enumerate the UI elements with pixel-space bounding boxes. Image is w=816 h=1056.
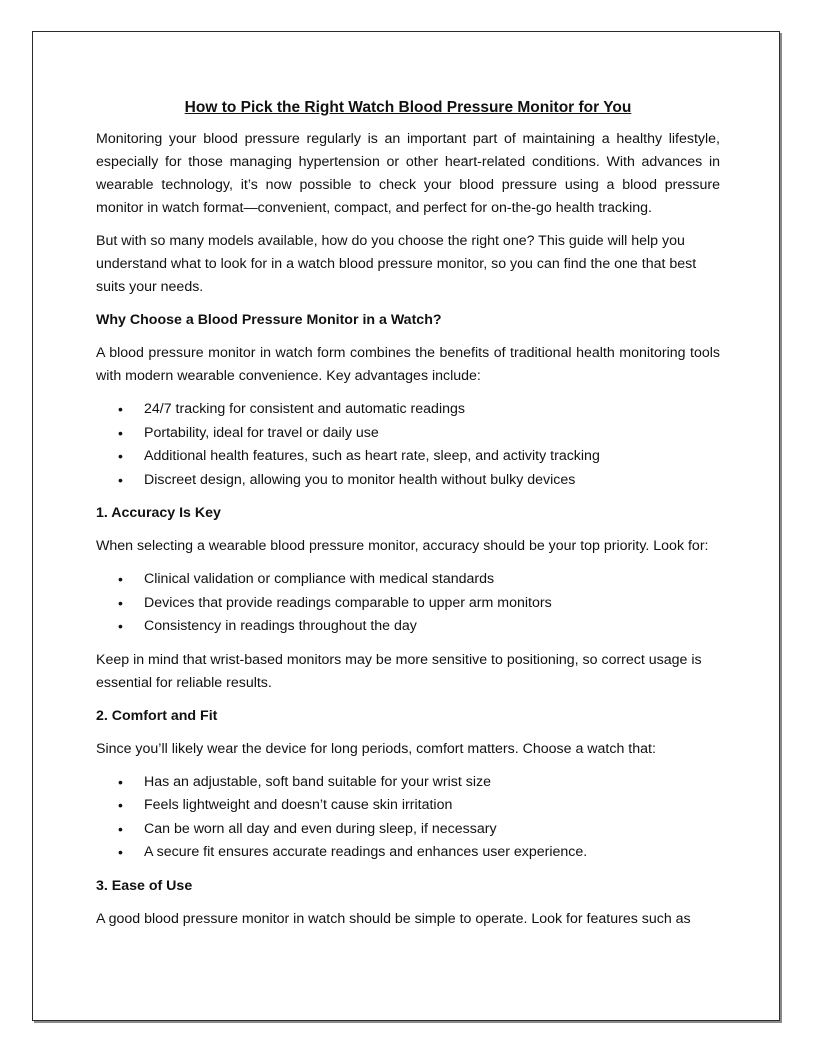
- document-body: [96, 96, 720, 941]
- ease-heading: 3. Ease of Use: [96, 877, 193, 894]
- bullet-icon: •: [118, 618, 123, 634]
- list-item: • Additional health features, such as heart rate, sleep, and activity tracking: [96, 445, 720, 469]
- accuracy-note: Keep in mind that wrist-based monitors may be more sensitive to positioning, so correct usage is essential for reliable results.: [96, 651, 702, 691]
- accuracy-paragraph: When selecting a wearable blood pressure monitor, accuracy should be your top priority. Look for:: [96, 538, 709, 554]
- bullet-icon: •: [118, 571, 123, 587]
- bullet-icon: •: [118, 471, 123, 488]
- list-item: • Clinical validation or compliance with medical standards: [96, 568, 720, 592]
- comfort-paragraph: Since you’ll likely wear the device for long periods, comfort matters. Choose a watch that:: [96, 740, 656, 757]
- bullet-icon: •: [118, 448, 123, 464]
- list-item: • Devices that provide readings comparable to upper arm monitors: [96, 592, 720, 616]
- intro-paragraph-1: Monitoring your blood pressure regularly is an important part of maintaining a healthy lifestyle, especially for those managing hypertension or other heart-related conditions. With advances in wearable technology, it’s now possible to check your blood pressure using a blood pressure monitor in watch format—convenient, compact, and perfect for on-the-go health tracking.: [96, 131, 720, 216]
- why-paragraph: A blood pressure monitor in watch form combines the benefits of traditional health monitoring tools with modern wearable convenience. Key advantages include:: [96, 345, 720, 384]
- bullet-icon: •: [118, 797, 123, 813]
- list-item: • Has an adjustable, soft band suitable for your wrist size: [96, 771, 720, 795]
- bullet-icon: •: [118, 401, 123, 417]
- intro-paragraph-2: But with so many models available, how do you choose the right one? This guide will help you understand what to look for in a watch blood pressure monitor, so you can find the one that best suits your needs.: [96, 233, 697, 295]
- why-heading: Why Choose a Blood Pressure Monitor in a Watch?: [96, 312, 442, 328]
- list-item: • Consistency in readings throughout the day: [96, 615, 720, 639]
- comfort-heading: 2. Comfort and Fit: [96, 707, 218, 724]
- comfort-list: [96, 771, 720, 865]
- list-item: • 24/7 tracking for consistent and automatic readings: [96, 398, 720, 422]
- bullet-icon: •: [118, 844, 123, 860]
- list-item: • Discreet design, allowing you to monitor health without bulky devices: [96, 469, 720, 493]
- bullet-icon: •: [118, 820, 123, 837]
- list-item: • Can be worn all day and even during sleep, if necessary: [96, 818, 720, 842]
- accuracy-heading: 1. Accuracy Is Key: [96, 505, 221, 521]
- bullet-icon: •: [118, 594, 123, 611]
- ease-paragraph: A good blood pressure monitor in watch should be simple to operate. Look for features such as: [96, 910, 691, 927]
- bullet-icon: •: [118, 424, 123, 441]
- list-item: • Feels lightweight and doesn’t cause skin irritation: [96, 794, 720, 818]
- bullet-icon: •: [118, 773, 123, 790]
- why-list: [96, 398, 720, 492]
- document-title: How to Pick the Right Watch Blood Pressure Monitor for You: [184, 99, 632, 116]
- list-item: • A secure fit ensures accurate readings and enhances user experience.: [96, 841, 720, 865]
- list-item: • Portability, ideal for travel or daily use: [96, 422, 720, 446]
- accuracy-list: [96, 568, 720, 639]
